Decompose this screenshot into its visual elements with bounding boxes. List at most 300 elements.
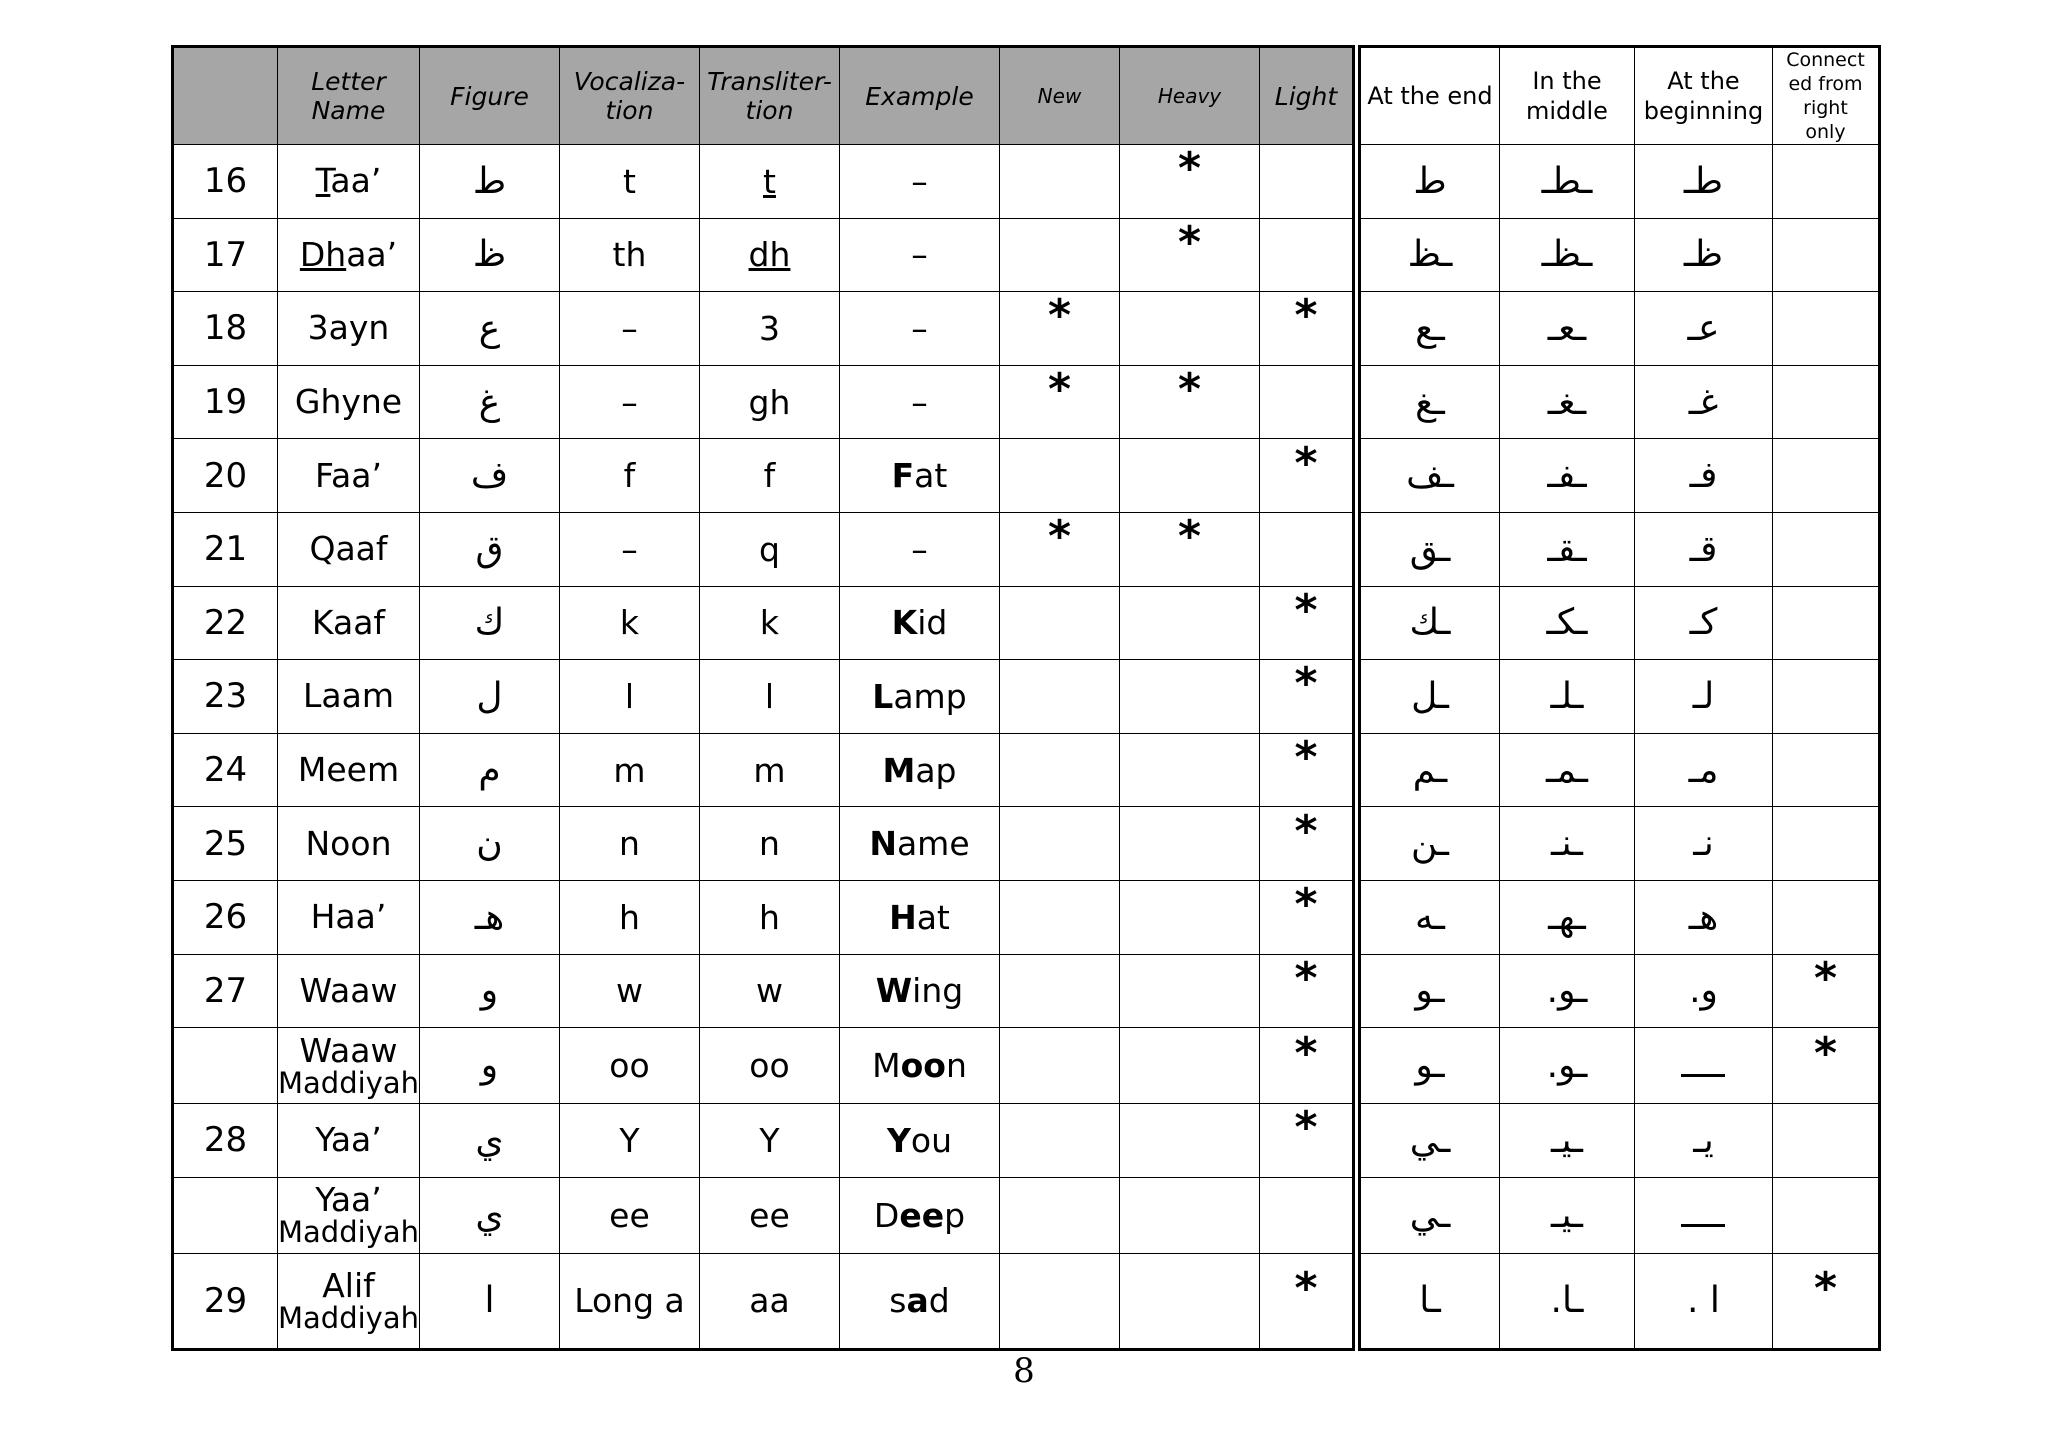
header-vocalization: Vocaliza- tion: [559, 47, 699, 145]
row-number-text: 17: [203, 234, 248, 275]
beginning-form-glyph: . ا: [1687, 1280, 1720, 1322]
letter-name-cell: [278, 439, 420, 513]
row-number-text: 21: [203, 529, 248, 570]
figure-glyph: ل: [476, 675, 503, 717]
transliteration-text: l: [764, 676, 775, 716]
figure-glyph: هـ: [474, 896, 505, 938]
row-number-text: 27: [203, 970, 248, 1011]
end-form-glyph: ـك: [1409, 602, 1451, 644]
letter-name-cell: [278, 218, 420, 292]
example-prefix: s: [889, 1281, 907, 1321]
middle-form-cell: [1499, 660, 1634, 734]
vocalization-cell: [559, 365, 699, 439]
connected-cell: [1772, 1104, 1879, 1178]
example-cell: [839, 1177, 999, 1253]
example-cell: [839, 807, 999, 881]
row-number-text: 23: [203, 676, 248, 717]
table-row: [173, 733, 1880, 807]
figure-glyph: غ: [478, 381, 501, 423]
arabic-letters-table: [171, 45, 1881, 1351]
letter-name-text: [278, 161, 419, 201]
beginning-form-cell: [1634, 1177, 1772, 1253]
transliteration-cell: [699, 807, 839, 881]
transliteration-cell: [699, 1177, 839, 1253]
middle-form-glyph: .ـو: [1546, 1045, 1588, 1087]
end-form-glyph: ـظ: [1407, 234, 1453, 276]
heavy-cell: [1119, 218, 1259, 292]
example-rest: id: [917, 603, 948, 643]
vocalization-text: t: [623, 161, 636, 201]
vocalization-cell: [559, 880, 699, 954]
connected-cell: [1772, 586, 1879, 660]
light-mark: *: [1294, 586, 1318, 636]
letter-name-main: Haa’: [310, 897, 387, 937]
transliteration-text: dh: [748, 235, 791, 275]
transliteration-text: oo: [749, 1046, 790, 1086]
end-form-glyph: ـم: [1412, 749, 1448, 791]
example-bold: M: [882, 750, 916, 790]
transliteration-text: h: [759, 897, 780, 937]
end-form-glyph: ـق: [1409, 528, 1451, 570]
middle-form-glyph: ـنـ: [1551, 823, 1583, 865]
heavy-cell: [1119, 1253, 1259, 1349]
figure-cell: [419, 1177, 559, 1253]
end-form-cell: [1356, 880, 1499, 954]
middle-form-cell: [1499, 1028, 1634, 1104]
middle-form-glyph: ـعـ: [1547, 307, 1587, 349]
middle-form-glyph: .ـا: [1550, 1280, 1584, 1322]
header-light: Light: [1259, 47, 1356, 145]
vocalization-cell: [559, 218, 699, 292]
row-number-text: 18: [203, 308, 248, 349]
end-form-cell: [1356, 660, 1499, 734]
connected-cell: [1772, 365, 1879, 439]
vocalization-text: l: [624, 676, 635, 716]
beginning-form-glyph: طـ: [1683, 160, 1724, 202]
middle-form-cell: [1499, 1177, 1634, 1253]
end-form-glyph: ـو: [1415, 970, 1445, 1012]
letter-name-text: [278, 897, 419, 937]
vocalization-cell: [559, 1028, 699, 1104]
example-rest: at: [914, 456, 948, 496]
letter-name-cell: [278, 1104, 420, 1178]
end-form-glyph: ـف: [1406, 455, 1454, 497]
row-number-text: 25: [203, 823, 248, 864]
connected-cell: [1772, 807, 1879, 881]
figure-glyph: ط: [472, 160, 507, 202]
light-cell: [1259, 145, 1356, 219]
middle-form-cell: [1499, 292, 1634, 366]
letter-name-cell: [278, 512, 420, 586]
table-row: [173, 1104, 1880, 1178]
end-form-cell: [1356, 1104, 1499, 1178]
beginning-form-cell: [1634, 365, 1772, 439]
row-number-text: 26: [203, 897, 248, 938]
beginning-form-cell: [1634, 586, 1772, 660]
row-number: [173, 807, 278, 881]
beginning-form-cell: [1634, 733, 1772, 807]
vocalization-text: h: [619, 897, 640, 937]
example-bold: a: [906, 1281, 929, 1321]
figure-cell: [419, 365, 559, 439]
letter-name-main: Alif: [322, 1265, 375, 1305]
heavy-cell: [1119, 292, 1259, 366]
header-heavy: Heavy: [1119, 47, 1259, 145]
light-mark: *: [1294, 733, 1318, 784]
light-mark: *: [1294, 659, 1318, 710]
new-cell: [999, 1028, 1119, 1104]
example-bold: W: [875, 971, 913, 1011]
example-rest: –: [911, 161, 928, 201]
figure-glyph: و: [480, 1045, 499, 1087]
end-form-glyph: ـه: [1415, 896, 1445, 938]
figure-cell: [419, 733, 559, 807]
transliteration-cell: [699, 439, 839, 513]
figure-glyph: ن: [476, 823, 503, 865]
letter-name-cell: [278, 660, 420, 734]
transliteration-cell: [699, 145, 839, 219]
end-form-glyph: ـي: [1409, 1194, 1451, 1236]
table-row: [173, 1253, 1880, 1349]
middle-form-glyph: ـيـ: [1551, 1119, 1583, 1161]
row-number: [173, 660, 278, 734]
example-rest: ame: [896, 824, 970, 864]
letter-name-main: 3ayn: [307, 308, 390, 348]
vocalization-cell: [559, 145, 699, 219]
middle-form-cell: [1499, 439, 1634, 513]
light-cell: [1259, 512, 1356, 586]
end-form-cell: [1356, 807, 1499, 881]
letter-name-cell: [278, 1253, 420, 1349]
row-number: [173, 954, 278, 1028]
letter-name-main: Ghyne: [294, 382, 403, 422]
figure-glyph: ف: [470, 455, 509, 497]
new-cell: [999, 954, 1119, 1028]
transliteration-cell: [699, 365, 839, 439]
new-cell: [999, 292, 1119, 366]
figure-cell: [419, 292, 559, 366]
vocalization-text: –: [621, 382, 638, 422]
example-cell: [839, 1104, 999, 1178]
figure-glyph: ظ: [472, 234, 507, 276]
beginning-form-cell: [1634, 660, 1772, 734]
middle-form-cell: [1499, 512, 1634, 586]
connected-cell: [1772, 439, 1879, 513]
end-form-glyph: ـغ: [1415, 381, 1445, 423]
transliteration-cell: [699, 512, 839, 586]
letter-name-text: [278, 1120, 419, 1160]
middle-form-glyph: ـيـ: [1551, 1194, 1583, 1236]
connected-cell: [1772, 292, 1879, 366]
figure-cell: [419, 586, 559, 660]
middle-form-glyph: ـفـ: [1547, 455, 1587, 497]
letter-name-main: Noon: [305, 823, 392, 863]
letter-name-underlined: Dh: [299, 234, 347, 274]
vocalization-text: ee: [609, 1195, 650, 1235]
heavy-cell: [1119, 1104, 1259, 1178]
beginning-form-glyph: .و: [1689, 970, 1718, 1012]
example-rest: at: [916, 897, 950, 937]
end-form-glyph: ـن: [1411, 823, 1449, 865]
light-mark: *: [1294, 806, 1318, 857]
end-form-cell: [1356, 365, 1499, 439]
end-form-cell: [1356, 1177, 1499, 1253]
example-bold: F: [891, 456, 915, 496]
example-rest: –: [911, 382, 928, 422]
beginning-form-cell: [1634, 1253, 1772, 1349]
example-cell: [839, 660, 999, 734]
light-mark: *: [1294, 1027, 1318, 1079]
figure-cell: [419, 1253, 559, 1349]
light-cell: [1259, 439, 1356, 513]
middle-form-glyph: ـظـ: [1541, 234, 1593, 276]
beginning-form-cell: [1634, 807, 1772, 881]
example-rest: p: [944, 1195, 966, 1235]
connected-cell: [1772, 733, 1879, 807]
light-cell: [1259, 586, 1356, 660]
row-number: [173, 218, 278, 292]
light-mark: *: [1294, 1103, 1318, 1154]
example-bold: H: [889, 897, 917, 937]
transliteration-cell: [699, 586, 839, 660]
example-prefix: M: [872, 1046, 901, 1086]
heavy-cell: [1119, 365, 1259, 439]
new-cell: [999, 733, 1119, 807]
new-cell: [999, 880, 1119, 954]
letter-name-text: [278, 234, 419, 274]
new-cell: [999, 218, 1119, 292]
row-number-text: 20: [203, 455, 248, 496]
vocalization-text: –: [621, 308, 638, 348]
transliteration-cell: [699, 1253, 839, 1349]
table-row: [173, 292, 1880, 366]
letter-name-main: Yaa’: [315, 1120, 382, 1160]
letter-name-text: [278, 382, 419, 422]
new-mark: *: [1047, 512, 1071, 563]
light-cell: [1259, 1104, 1356, 1178]
middle-form-glyph: .ـو: [1546, 970, 1588, 1012]
letter-name-text: [278, 1180, 419, 1220]
new-cell: [999, 365, 1119, 439]
row-number-text: 28: [203, 1120, 248, 1161]
connected-mark: *: [1813, 954, 1837, 1004]
row-number-text: 22: [203, 602, 248, 643]
figure-glyph: ا: [484, 1280, 495, 1322]
end-form-cell: [1356, 512, 1499, 586]
example-cell: [839, 512, 999, 586]
table-row: [173, 439, 1880, 513]
table-row: [173, 880, 1880, 954]
example-rest: n: [945, 1046, 967, 1086]
heavy-cell: [1119, 954, 1259, 1028]
heavy-mark: *: [1177, 512, 1201, 563]
figure-cell: [419, 954, 559, 1028]
example-cell: [839, 145, 999, 219]
row-number-text: 24: [203, 750, 248, 791]
row-number: [173, 145, 278, 219]
row-number: [173, 1028, 278, 1104]
table-row: [173, 512, 1880, 586]
transliteration-cell: [699, 660, 839, 734]
example-rest: ing: [912, 971, 964, 1011]
letter-name-text: [278, 1030, 419, 1070]
letter-name-sub: Maddiyah: [278, 1215, 419, 1250]
letter-name-cell: [278, 1028, 420, 1104]
transliteration-cell: [699, 292, 839, 366]
vocalization-text: oo: [609, 1046, 650, 1086]
middle-form-glyph: ـمـ: [1546, 749, 1588, 791]
table-row: [173, 145, 1880, 219]
connected-cell: [1772, 1177, 1879, 1253]
letter-name-text: [278, 970, 419, 1010]
beginning-form-glyph: مـ: [1688, 749, 1719, 791]
light-cell: [1259, 954, 1356, 1028]
header-figure: Figure: [419, 47, 559, 145]
figure-cell: [419, 660, 559, 734]
letter-name-sub: Maddiyah: [278, 1300, 419, 1335]
blank-line: [1681, 1052, 1725, 1077]
end-form-glyph: ـل: [1411, 675, 1449, 717]
figure-cell: [419, 439, 559, 513]
beginning-form-glyph: ظـ: [1683, 234, 1724, 276]
end-form-cell: [1356, 1253, 1499, 1349]
header-connected: Connect ed from right only: [1772, 47, 1879, 145]
beginning-form-cell: [1634, 292, 1772, 366]
transliteration-text: ee: [749, 1195, 790, 1235]
row-number: [173, 439, 278, 513]
heavy-mark: *: [1177, 365, 1201, 416]
middle-form-cell: [1499, 586, 1634, 660]
vocalization-cell: [559, 586, 699, 660]
example-rest: ou: [910, 1120, 952, 1160]
end-form-cell: [1356, 1028, 1499, 1104]
beginning-form-cell: [1634, 218, 1772, 292]
heavy-cell: [1119, 1177, 1259, 1253]
row-number-text: 29: [203, 1280, 248, 1321]
vocalization-cell: [559, 660, 699, 734]
vocalization-cell: [559, 292, 699, 366]
header-at-beginning: At the beginning: [1634, 47, 1772, 145]
heavy-cell: [1119, 512, 1259, 586]
letter-name-text: [278, 529, 419, 569]
figure-glyph: ي: [475, 1194, 504, 1236]
transliteration-text: Y: [759, 1120, 780, 1160]
letter-name-underlined: T: [315, 161, 331, 201]
letter-name-text: [278, 455, 419, 495]
header-row: [173, 47, 1880, 145]
connected-cell: [1772, 660, 1879, 734]
light-mark: *: [1294, 438, 1318, 489]
beginning-form-cell: [1634, 1028, 1772, 1104]
figure-cell: [419, 880, 559, 954]
transliteration-text: k: [759, 603, 780, 643]
letter-name-main: aa’: [346, 234, 398, 274]
connected-cell: [1772, 145, 1879, 219]
vocalization-cell: [559, 1253, 699, 1349]
middle-form-cell: [1499, 954, 1634, 1028]
example-cell: [839, 586, 999, 660]
example-bold: L: [872, 676, 894, 716]
example-cell: [839, 218, 999, 292]
light-cell: [1259, 365, 1356, 439]
light-cell: [1259, 880, 1356, 954]
row-number: [173, 1104, 278, 1178]
table-row: [173, 954, 1880, 1028]
vocalization-cell: [559, 954, 699, 1028]
connected-cell: [1772, 512, 1879, 586]
example-bold: Y: [886, 1120, 911, 1160]
new-cell: [999, 1177, 1119, 1253]
heavy-cell: [1119, 145, 1259, 219]
letter-name-text: [278, 602, 419, 642]
example-rest: amp: [893, 676, 967, 716]
end-form-cell: [1356, 733, 1499, 807]
new-cell: [999, 512, 1119, 586]
example-cell: [839, 733, 999, 807]
table-row: [173, 807, 1880, 881]
transliteration-cell: [699, 218, 839, 292]
new-mark: *: [1047, 365, 1071, 416]
vocalization-text: k: [619, 603, 640, 643]
light-cell: [1259, 1028, 1356, 1104]
beginning-form-glyph: كـ: [1689, 602, 1718, 644]
example-rest: ap: [915, 750, 957, 790]
transliteration-cell: [699, 880, 839, 954]
connected-cell: [1772, 1253, 1879, 1349]
figure-glyph: ع: [478, 307, 501, 349]
light-cell: [1259, 733, 1356, 807]
vocalization-text: f: [623, 456, 636, 496]
figure-glyph: و: [480, 970, 499, 1012]
header-transliteration: Transliter- tion: [699, 47, 839, 145]
middle-form-cell: [1499, 365, 1634, 439]
blank-line: [1681, 1202, 1725, 1227]
beginning-form-cell: [1634, 954, 1772, 1028]
middle-form-glyph: ـهـ: [1548, 896, 1586, 938]
figure-cell: [419, 807, 559, 881]
middle-form-cell: [1499, 880, 1634, 954]
letter-name-cell: [278, 807, 420, 881]
letter-name-main: Meem: [297, 750, 400, 790]
letter-name-main: Yaa’: [315, 1180, 382, 1220]
heavy-cell: [1119, 586, 1259, 660]
letter-name-main: Kaaf: [311, 602, 386, 642]
transliteration-text: f: [763, 456, 776, 496]
table-row: [173, 218, 1880, 292]
heavy-cell: [1119, 439, 1259, 513]
middle-form-cell: [1499, 218, 1634, 292]
new-cell: [999, 145, 1119, 219]
beginning-form-glyph: عـ: [1687, 307, 1720, 349]
figure-glyph: ق: [475, 528, 504, 570]
letter-name-main: Laam: [303, 676, 394, 716]
end-form-glyph: ـا: [1419, 1280, 1441, 1322]
row-number: [173, 1253, 278, 1349]
new-cell: [999, 1253, 1119, 1349]
middle-form-cell: [1499, 1104, 1634, 1178]
transliteration-cell: [699, 954, 839, 1028]
middle-form-cell: [1499, 733, 1634, 807]
vocalization-cell: [559, 1177, 699, 1253]
transliteration-text: aa: [749, 1281, 790, 1321]
light-mark: *: [1294, 291, 1318, 342]
new-cell: [999, 439, 1119, 513]
example-bold: K: [891, 603, 918, 643]
connected-cell: [1772, 1028, 1879, 1104]
example-prefix: D: [873, 1195, 900, 1235]
example-rest: –: [911, 529, 928, 569]
figure-cell: [419, 1028, 559, 1104]
